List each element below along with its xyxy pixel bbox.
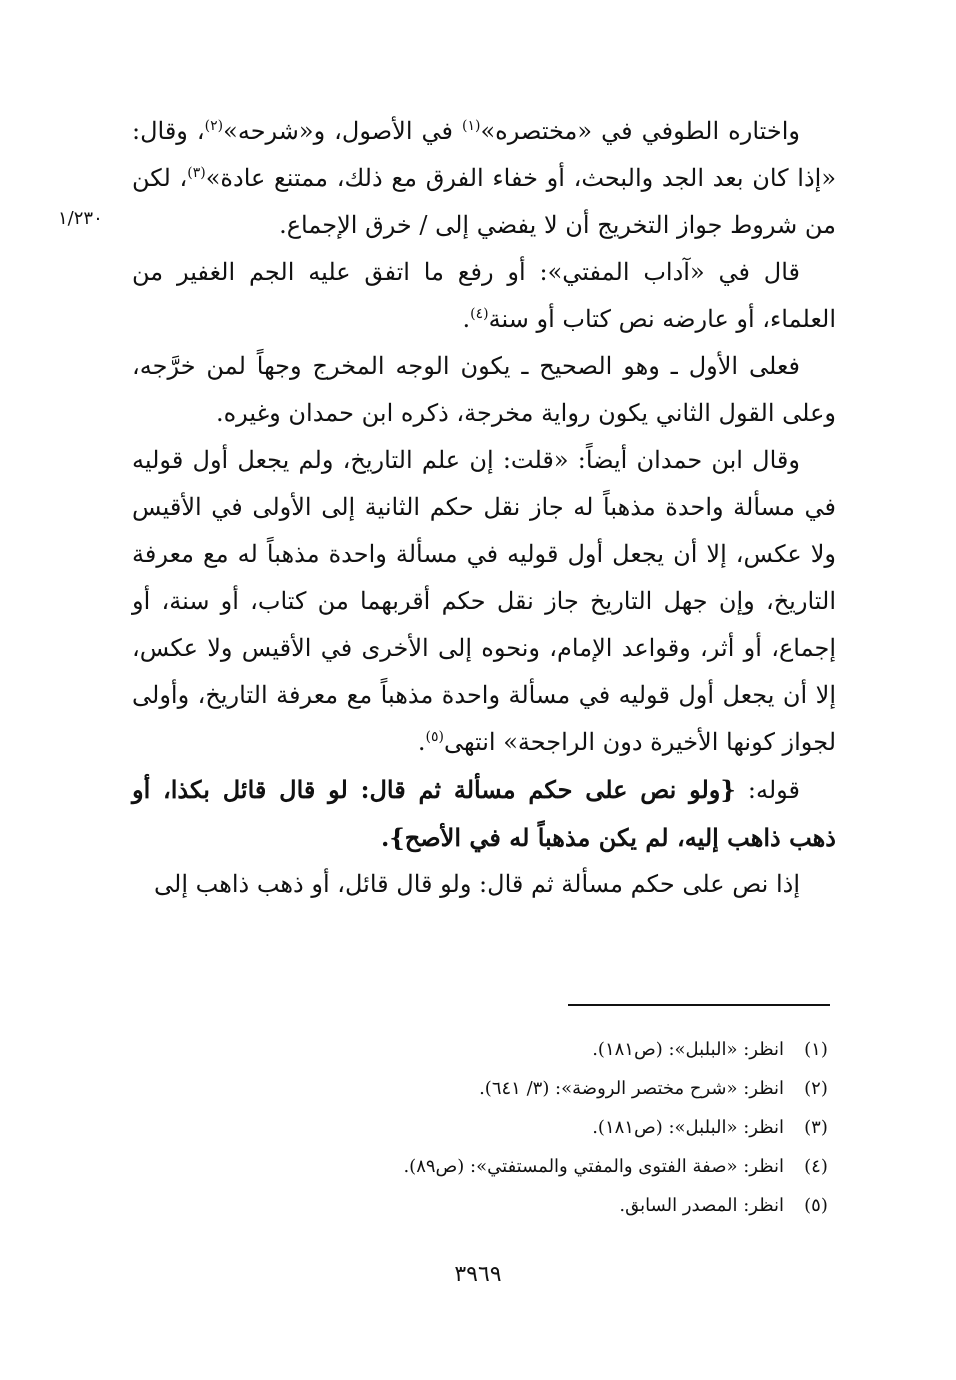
page-number: ٣٩٦٩ — [454, 1262, 502, 1287]
text-segment: في الأصول، و«شرحه» — [223, 117, 463, 145]
footnotes — [132, 1030, 836, 1225]
footnote-number: (٢) — [804, 1078, 828, 1099]
footnote-item — [132, 1186, 836, 1225]
text-segment: . — [417, 728, 426, 756]
paragraph-5-matn — [132, 766, 836, 861]
footnote-text: انظر: «البلبل»: (ص١٨١). — [592, 1039, 784, 1060]
text-segment: إذا نص على حكم مسألة ثم قال: ولو قال قائل، أو ذهب ذاهب إلى — [154, 870, 800, 898]
paragraph-6 — [132, 861, 836, 908]
text-segment: ، وقال: «إذا كان بعد الجد والبحث، أو خفاء الفرق مع ذلك، ممتنع عادة» — [132, 117, 836, 192]
text-segment: ، لكن من شروط جواز التخريج أن لا يفضي إلى / خرق الإجماع. — [132, 164, 836, 239]
footnote-item — [132, 1147, 836, 1186]
folio-reference: ١/٢٣٠ — [58, 208, 103, 229]
footnote-text: انظر: «البلبل»: (ص١٨١). — [592, 1117, 784, 1138]
footnote-number: (٣) — [804, 1117, 828, 1138]
text-lead: قوله: — [735, 776, 801, 804]
paragraph-2 — [132, 249, 836, 343]
footnote-divider — [568, 1004, 830, 1006]
footnote-marker[interactable]: (٤) — [470, 306, 489, 322]
footnote-marker[interactable]: (٣) — [187, 165, 206, 181]
text-segment: قال في «آداب المفتي»: أو رفع ما اتفق عليه الجم الغفير من العلماء، أو عارضه نص كتاب أو سنة — [132, 258, 836, 333]
footnote-text: انظر: «صفة الفتوى والمفتي والمستفتي»: (ص٨٩). — [403, 1156, 784, 1177]
footnote-number: (٥) — [804, 1195, 828, 1216]
text-segment: وقال ابن حمدان أيضاً: «قلت: إن علم التاريخ، ولم يجعل أول قوليه في مسألة واحدة مذهباً له جاز نقل حكم الثانية إلى الأولى في الأقيس ولا عكس، إلا أن يجعل أول قوليه في مسألة واحدة مذهباً له مع معرفة التاريخ، وإن جهل التاريخ جاز نقل حكم أقربهما من كتاب، أو سنة، أو إجماع، أو أثر، وقواعد الإمام، ونحوه إلى الأخرى في الأقيس ولا عكس، إلا أن يجعل أول قوليه في مسألة واحدة مذهباً مع معرفة التاريخ، وأولى لجواز كونها الأخيرة دون الراجحة» انتهى — [132, 446, 836, 756]
matn-quote: {ولو نص على حكم مسألة ثم قال: لو قال قائل بكذا، أو ذهب ذاهب إليه، لم يكن مذهباً له في الأصح}. — [132, 775, 836, 852]
footnote-item — [132, 1069, 836, 1108]
footnote-marker[interactable]: (١) — [462, 118, 481, 134]
text-segment: واختاره الطوفي في «مختصره» — [480, 117, 800, 145]
paragraph-3 — [132, 343, 836, 437]
footnote-marker[interactable]: (٥) — [425, 729, 444, 745]
paragraph-1 — [132, 108, 836, 249]
footnote-marker[interactable]: (٢) — [204, 118, 224, 134]
text-segment: فعلى الأول ـ وهو الصحيح ـ يكون الوجه المخرج وجهاً لمن خرَّجه، وعلى القول الثاني يكون رواية مخرجة، ذكره ابن حمدان وغيره. — [132, 352, 836, 427]
footnote-number: (٤) — [804, 1156, 828, 1177]
footnote-number: (١) — [804, 1039, 828, 1060]
footnote-item — [132, 1108, 836, 1147]
footnote-text: انظر: «شرح مختصر الروضة»: (٣/ ٦٤١). — [479, 1078, 784, 1099]
text-segment: . — [462, 305, 471, 333]
main-text — [132, 108, 836, 908]
footnote-item — [132, 1030, 836, 1069]
footnote-text: انظر: المصدر السابق. — [619, 1195, 784, 1216]
paragraph-4 — [132, 437, 836, 766]
